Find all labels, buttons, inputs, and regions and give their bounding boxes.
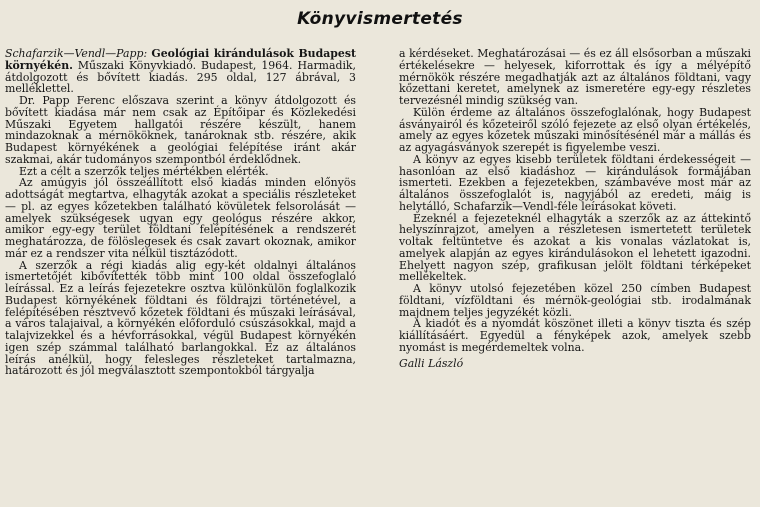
paragraph: Ezeknél a fejezeteknél elhagyták a szerzők az az áttekintő helyszínrajzot, amelyen a részletesen ismertetett területek voltak feltüntetve és azokat a kis vonalas vázlatokat is, amelyek alapján az egyes kirándulásokon el lehetett igazodni. Ehelyett nagyon szép, grafikusan jelölt földtani térképeket mellékeltek. [399,211,751,284]
paragraph: A könyv utolsó fejezetében közel 250 címben Budapest földtani, vízföldtani és mérnök-geológiai stb. irodalmának majdnem teljes jegyzékét közli. [399,282,751,319]
book-authors: Schafarzik—Vendl—Papp: [5,47,148,60]
paragraph: Dr. Papp Ferenc előszava szerint a könyv átdolgozott és bővített kiadása már nem csak az Építőipar és Közlekedési Műszaki Egyetem hallgatói részére készült, hanem mindazoknak a mérnököknek, tanároknak stb. részére, akik Budapest környékének a geológiai felépítése iránt akár szakmai, akár tudományos szempontból érdeklődnek. [5,94,356,166]
book-title: Geológiai kirándulások Budapest környékén. [5,47,356,72]
section-title: Könyvismertetés [297,9,463,29]
paragraph: Az amúgyis jól összeállított első kiadás minden előnyös adottságát megtartva, elhagyták azokat a speciális részleteket — pl. az egyes kőzetekben található kövületek felsorolását — amelyek szükségesek ugyan egy geológus részére akkor, amikor egy-egy terület földtani felépítésének a rendszerét meghatározza, de fölöslegesek és csak zavart okoznak, amikor már ez a rendszer vita nélkül tisztázódott. [5,176,356,260]
paragraph: A kiadót és a nyomdát köszönet illeti a könyv tiszta és szép kiállításáért. Egyedül a fényképek azok, amelyek szebb nyomást is megérdemeltek volna. [399,317,751,354]
paragraph: A szerzők a régi kiadás alig egy-két oldalnyi általános ismertetőjét kibővítették több mint 100 oldal összefoglaló leírással. Ez a leírás fejezetekre osztva különkülön foglalkozik Budapest környékének földtani és földrajzi történetével, a felépítésében résztvevő kőzetek földtani és műszaki leírásával, a város talajaival, a környékén előforduló csúszásokkal, majd a talajvizekkel és a hévforrásokkal, végül Budapest környékén igen szép számmal található barlangokkal. Ez az általános leírás anélkül, hogy felesleges részleteket tartalmazna, határozott és jól megválasztott szempontokból tárgyalja [5,258,356,378]
reviewer-signature: Galli László [399,356,464,370]
paragraph: Külön érdeme az általános összefoglalónak, hogy Budapest ásványairól és kőzeteiről szóló fejezete az első olyan értékelés, amely az egyes kőzetek műszaki minősítésénél már a mállás és az agyagásványok szerepét is figyelembe veszi. [399,105,751,154]
paragraph: Ezt a célt a szerzők teljes mértékben elérték. [19,164,269,178]
left-column [5,48,356,377]
paragraph: a kérdéseket. Meghatározásai — és ez áll elsősorban a műszaki értékelésekre — helyesek, kiforrottak és így a mélyépítő mérnökök részére megadhatják azt az általános földtani, vagy kőzettani keretet, amelynek az ismeretére egy-egy részletes tervezésnél mindig szükség van. [399,47,751,107]
book-citation [5,48,356,95]
right-column [399,48,751,369]
book-info: Műszaki Könyvkiadó. Budapest, 1964. Harmadik, átdolgozott és bővített kiadás. 295 oldal, 127 ábrával, 3 melléklettel. [5,58,356,96]
paragraph: A könyv az egyes kisebb területek földtani érdekességeit — hasonlóan az első kiadáshoz — kirándulások formájában ismerteti. Ezekben a fejezetekben, számbavéve most már az általános összefoglalót is, nagyjából az eredeti, máig is helytálló, Schafarzik—Vendl-féle leírásokat követi. [399,152,751,213]
